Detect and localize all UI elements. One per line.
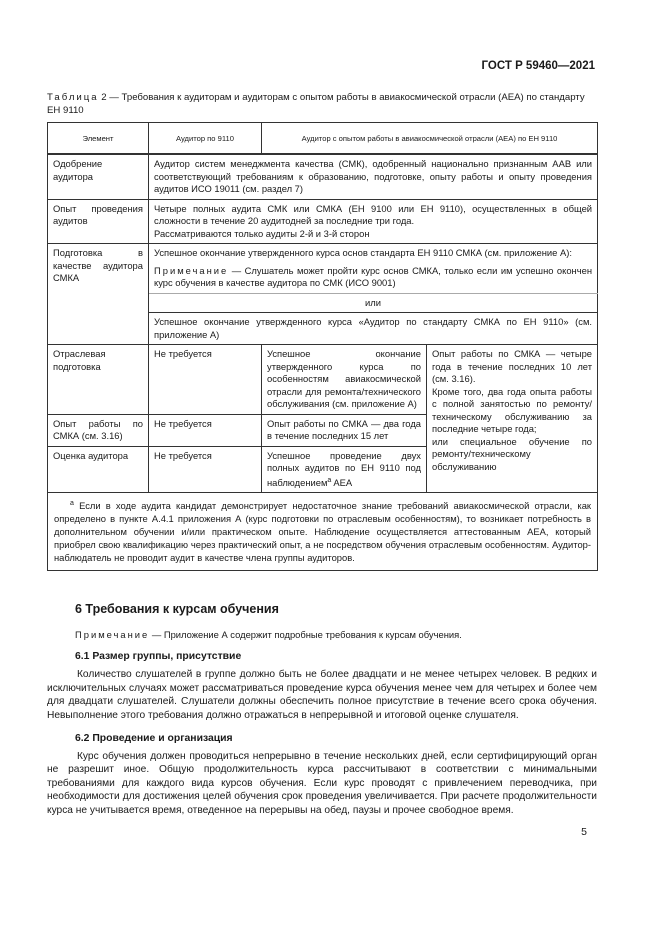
table-footnote [48, 493, 598, 571]
row-aea: Успешное окончание утвержденного курса по особенностям авиакосмической отрасли для ремонта/технического обслуживания (см. приложение А) [262, 345, 427, 415]
merged-text: или специальное обучение по ремонту/техническому обслуживанию [432, 435, 593, 472]
caption-label: Таблица [47, 92, 99, 103]
table-row [48, 345, 598, 415]
table-caption [47, 91, 597, 117]
caption-text: 2 — Требования к аудиторам и аудиторам с опытом работы в авиакосмической отрасли (AEA) по стандарту ЕН 9110 [47, 92, 585, 116]
section-note [75, 629, 597, 641]
row-value: Аудитор систем менеджмента качества (СМК), одобренный национально признанным AAB или соответствующий требованиям к образованию, подготовке, опыту работы и опыту проведения аудитов ИСО 19011 (см. раздел 7) [149, 154, 598, 199]
row-text: Рассматриваются только аудиты 2-й и 3-й сторон [154, 227, 370, 239]
footnote-ref: a [327, 476, 332, 484]
merged-aea [427, 345, 598, 493]
document-id: ГОСТ Р 59460—2021 [481, 60, 595, 72]
row-element: Оценка аудитора [48, 446, 149, 493]
subsection-title: 6.2 Проведение и организация [75, 732, 233, 744]
table-header-row [48, 123, 598, 155]
header-auditor: Аудитор по 9110 [149, 123, 262, 155]
page-number: 5 [581, 825, 587, 838]
row-auditor: Не требуется [149, 414, 262, 446]
note-text: — Приложение А содержит подробные требования к курсам обучения. [149, 629, 462, 641]
row-element: Одобрение аудитора [48, 154, 149, 199]
row-text: Успешное окончание утвержденного курса основ стандарта ЕН 9110 СМКА (см. приложение А): [154, 247, 572, 258]
subsection-title: 6.1 Размер группы, присутствие [75, 651, 242, 663]
row-element: Опыт работы по СМКА (см. 3.16) [48, 414, 149, 446]
row-element: Опыт проведения аудитов [48, 199, 149, 244]
merged-text: Опыт работы по СМКА — четыре года в течение последних 10 лет (см. 3.16). [432, 348, 593, 384]
aea-text: Успешное проведение двух полных аудитов по ЕН 9110 под наблюдением [267, 449, 421, 488]
table-row [48, 199, 598, 244]
paragraph: Количество слушателей в группе должно быть не более двадцати и не менее четырех человек. В редких и исключительных случаях может рассматриваться проведение курса обучения менее чем для четырех и более чем для двадцати слушателей. Слушатели должны обеспечить полное присутствие в течение всего срока обучения. Невыполнение этого требования должно отражаться в непрерывной и итоговой оценке слушателя. [47, 669, 597, 722]
row-note [154, 265, 592, 290]
row-element: Подготовка в качестве аудитора СМКА [48, 244, 149, 345]
note-label: Примечание [75, 629, 150, 641]
table-row [48, 244, 598, 294]
page-content [47, 91, 597, 838]
section-title: 6 Требования к курсам обучения [75, 602, 279, 617]
row-auditor: Не требуется [149, 446, 262, 493]
table-footnote-row [48, 493, 598, 571]
row-text: Четыре полных аудита СМК или СМКА (ЕН 9100 или ЕН 9110), осуществленных в общей сложности в течение 20 аудитодней за последние три года. [154, 202, 593, 226]
paragraph: Курс обучения должен проводиться непрерывно в течение нескольких дней, если сертифицирующий орган не разрешит иное. Общую продолжительность курса рассчитывают в соответствии с минимальными требованиями для каждого вида курсов обучения. Если курс проводят с привлечением переводчика, при необходимости для достижения целей обучения срок проведения увеличивается. При расчете продолжительности курса не учитывается время, отведенное на перерывы на обед, паузы и прочее свободное время. [47, 750, 597, 816]
row-aea: Опыт работы по СМКА — два года в течение последних 15 лет [262, 414, 427, 446]
note-text: — Слушатель может пройти курс основ СМКА, только если им успешно окончен курс обучения в качестве аудитора по СМК (ИСО 9001) [154, 264, 593, 288]
header-element: Элемент [48, 123, 149, 155]
row-aea [262, 446, 427, 493]
footnote-text: Если в ходе аудита кандидат демонстрирует недостаточное знание требований авиакосмической отрасли, как определено в пункте А.4.1 приложения А (курс подготовки по отраслевым особенностям), то возникает потребность в дополнительном обучении и/или практическом опыте. Наблюдение осуществляется аттестованным AEA, который приобрел свою квалификацию через практический опыт, а не посредством обучения отраслевым особенностям. Аудитор-наблюдатель не проводит аудит в качестве члена группы аудиторов. [54, 500, 592, 564]
table-row [48, 154, 598, 199]
row-auditor: Не требуется [149, 345, 262, 415]
row-or: или [149, 293, 598, 313]
aea-text: AEA [331, 476, 353, 488]
row-element: Отраслевая подготовка [48, 345, 149, 415]
note-label: Примечание [154, 264, 229, 276]
header-aea: Аудитор с опытом работы в авиакосмической отрасли (AEA) по ЕН 9110 [262, 123, 598, 155]
merged-text: Кроме того, два года опыта работы с полной занятостью по ремонту/техническому обслуживанию за последние четыре года; [432, 385, 593, 434]
row-value [149, 244, 598, 294]
requirements-table [47, 122, 598, 571]
row-value: Успешное окончание утвержденного курса «Аудитор по стандарту СМКА по ЕН 9110» (см. приложение А) [149, 313, 598, 345]
footnote-mark: a [70, 500, 74, 508]
row-value [149, 199, 598, 244]
